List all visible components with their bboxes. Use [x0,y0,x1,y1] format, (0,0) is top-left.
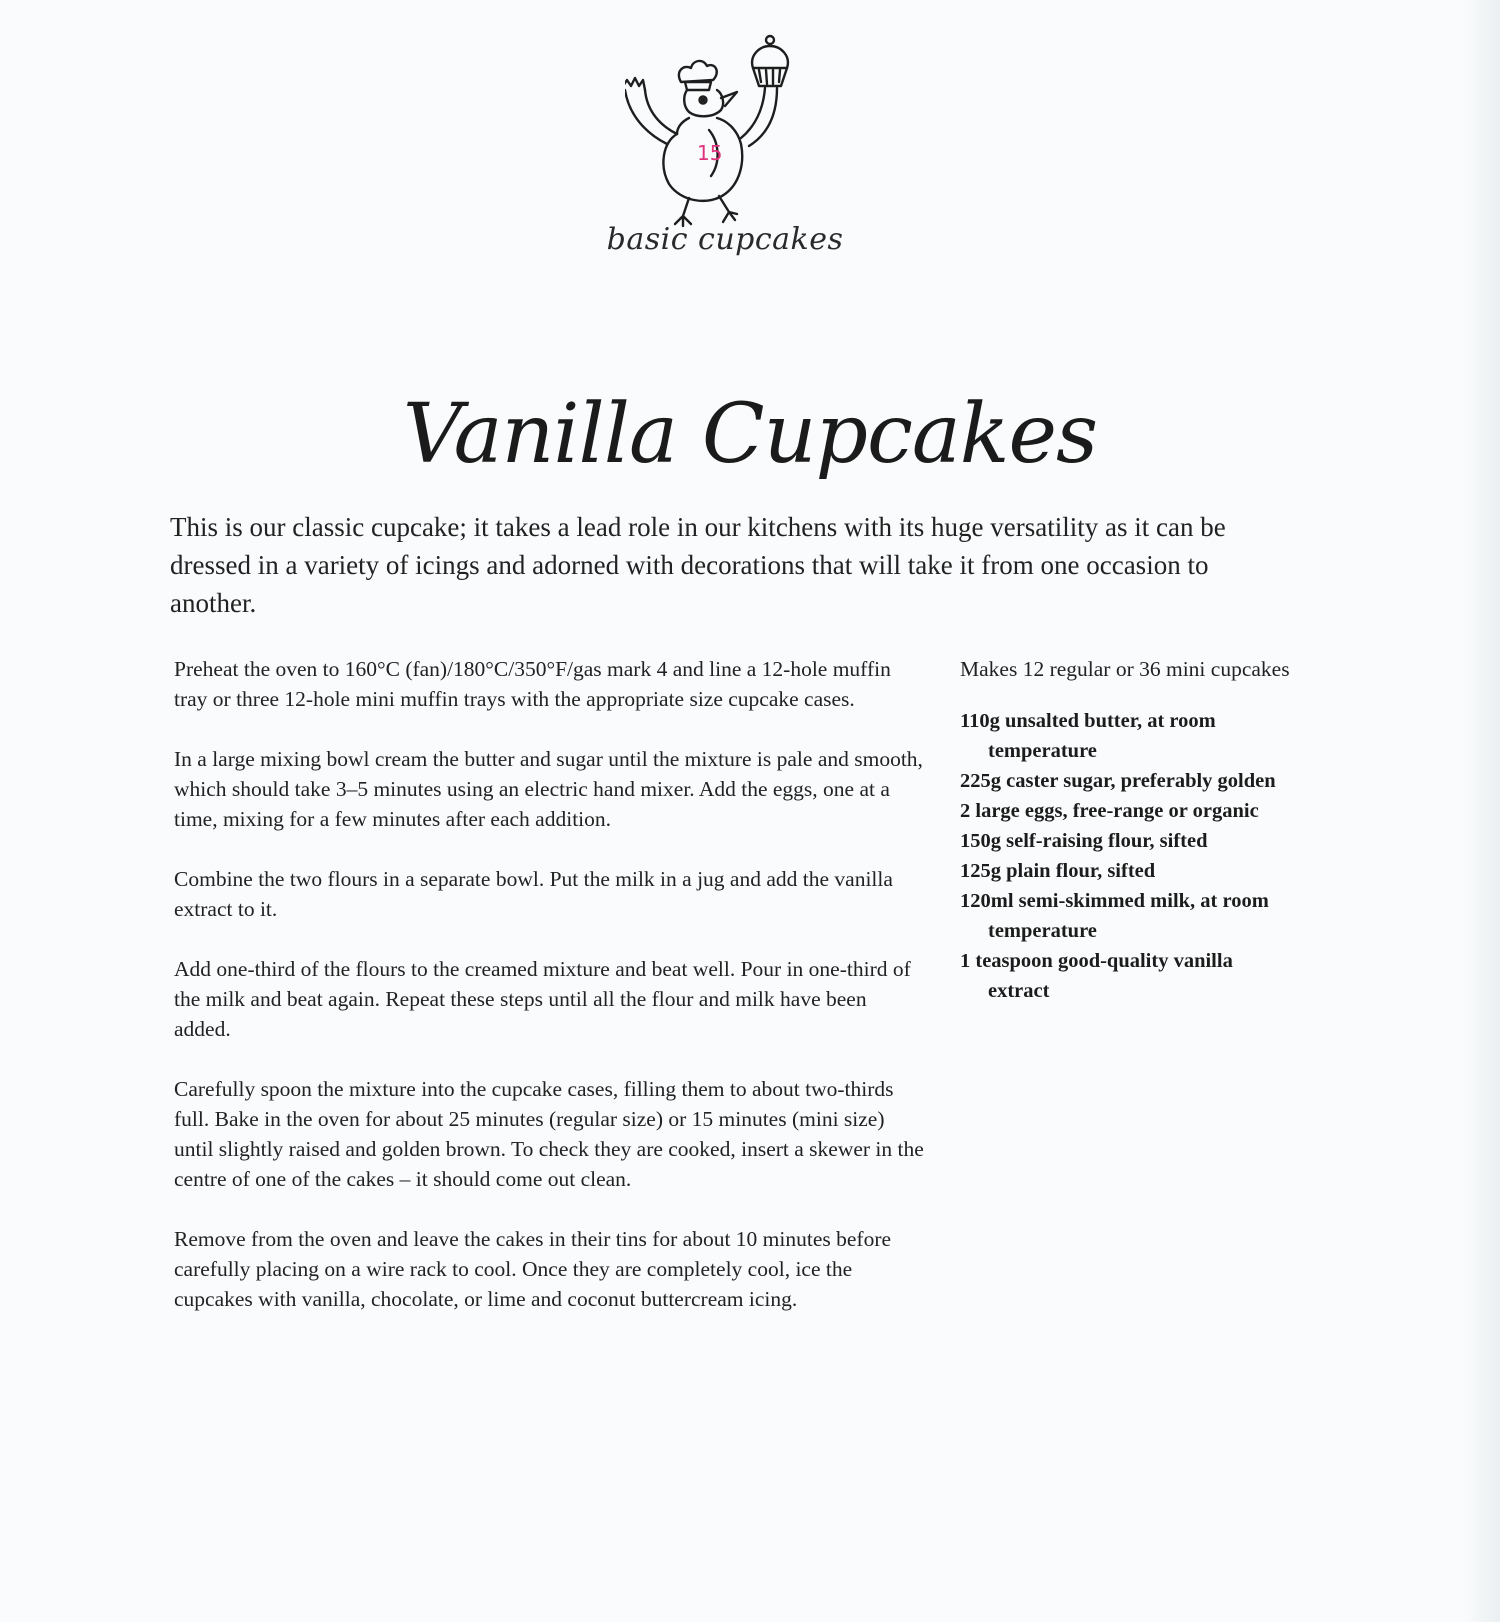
ingredient-item: 225g caster sugar, preferably golden [960,770,1276,792]
method-step: Preheat the oven to 160°C (fan)/180°C/350°F/gas mark 4 and line a 12-hole muffin tray or three 12-hole mini muffin trays with the appropriate size cupcake cases. [174,657,891,711]
ingredient-item: 110g unsalted butter, at room temperature [960,710,1216,762]
ingredient-item: 125g plain flour, sifted [960,860,1156,882]
ingredient-list [960,706,1290,1006]
scan-edge-shadow [1466,0,1500,1622]
section-label: basic cupcakes [606,222,844,257]
ingredient-item: 150g self-raising flour, sifted [960,830,1208,852]
method-step: Combine the two flours in a separate bowl. Put the milk in a jug and add the vanilla extract to it. [174,867,893,921]
recipe-intro: This is our classic cupcake; it takes a lead role in our kitchens with its huge versatility as it can be dressed in a variety of icings and adorned with decorations that will take it from one occasion to another. [170,512,1226,618]
method-column [174,654,924,1344]
method-step: Remove from the oven and leave the cakes in their tins for about 10 minutes before carefully placing on a wire rack to cool. Once they are completely cool, ice the cupcakes with vanilla, chocolate, or lime and coconut buttercream icing. [174,1227,892,1311]
ingredient-item: 120ml semi-skimmed milk, at room temperature [960,890,1269,942]
ingredients-column [960,654,1290,1006]
bird-holding-cupcake-icon [625,20,825,230]
ingredient-item: 2 large eggs, free-range or organic [960,800,1259,822]
recipe-yield: Makes 12 regular or 36 mini cupcakes [960,657,1290,681]
method-step: In a large mixing bowl cream the butter and sugar until the mixture is pale and smooth, which should take 3–5 minutes using an electric hand mixer. Add the eggs, one at a time, mixing for a few minutes after each addition. [174,747,923,831]
ingredient-item: 1 teaspoon good-quality vanilla extract [960,950,1233,1002]
mascot-number: 15 [697,141,723,165]
recipe-title: Vanilla Cupcakes [402,387,1098,482]
method-step: Carefully spoon the mixture into the cupcake cases, filling them to about two-thirds full. Bake in the oven for about 25 minutes (regular size) or 15 minutes (mini size) until slightly raised and golden brown. To check they are cooked, insert a skewer in the centre of one of the cakes – it should come out clean. [174,1077,924,1191]
method-step: Add one-third of the flours to the creamed mixture and beat well. Pour in one-third of the milk and beat again. Repeat these steps until all the flour and milk have been added. [174,957,911,1041]
